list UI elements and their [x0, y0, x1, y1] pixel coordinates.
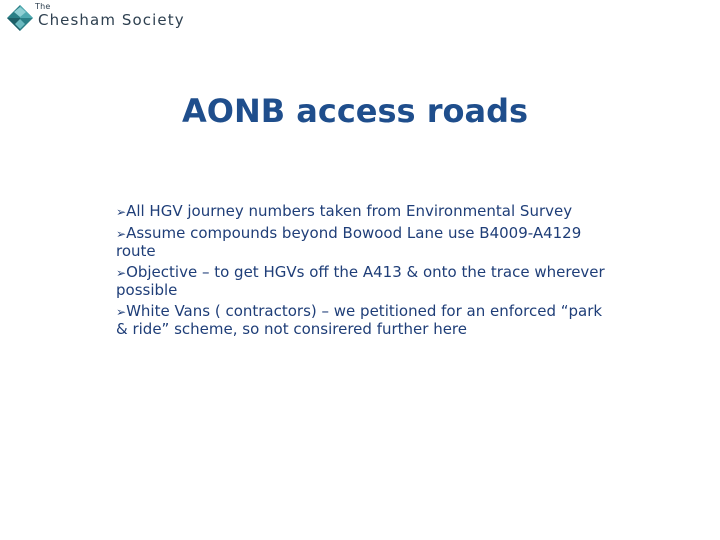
- slide-title: AONB access roads: [181, 92, 529, 130]
- bullet-text: All HGV journey numbers taken from Environmental Survey: [126, 202, 573, 220]
- bullet-item: [116, 264, 611, 299]
- bullet-list: [116, 203, 611, 342]
- bullet-item: [116, 303, 611, 338]
- chesham-diamond-logo-icon: [6, 4, 34, 32]
- chesham-society-logo: [6, 2, 206, 36]
- arrowhead-bullet-icon: ➢: [116, 227, 127, 241]
- arrowhead-bullet-icon: ➢: [116, 205, 127, 219]
- arrowhead-bullet-icon: ➢: [116, 266, 127, 280]
- logo-the-text: The: [35, 2, 51, 11]
- bullet-item: [116, 225, 611, 260]
- bullet-item: [116, 203, 611, 221]
- bullet-text: Assume compounds beyond Bowood Lane use B4009-A4129 route: [116, 224, 582, 260]
- logo-name-text: Chesham Society: [38, 11, 185, 29]
- bullet-text: White Vans ( contractors) – we petitioned for an enforced “park & ride” scheme, so not consirered further here: [116, 302, 603, 338]
- bullet-text: Objective – to get HGVs off the A413 & onto the trace wherever possible: [116, 263, 605, 299]
- arrowhead-bullet-icon: ➢: [116, 305, 127, 319]
